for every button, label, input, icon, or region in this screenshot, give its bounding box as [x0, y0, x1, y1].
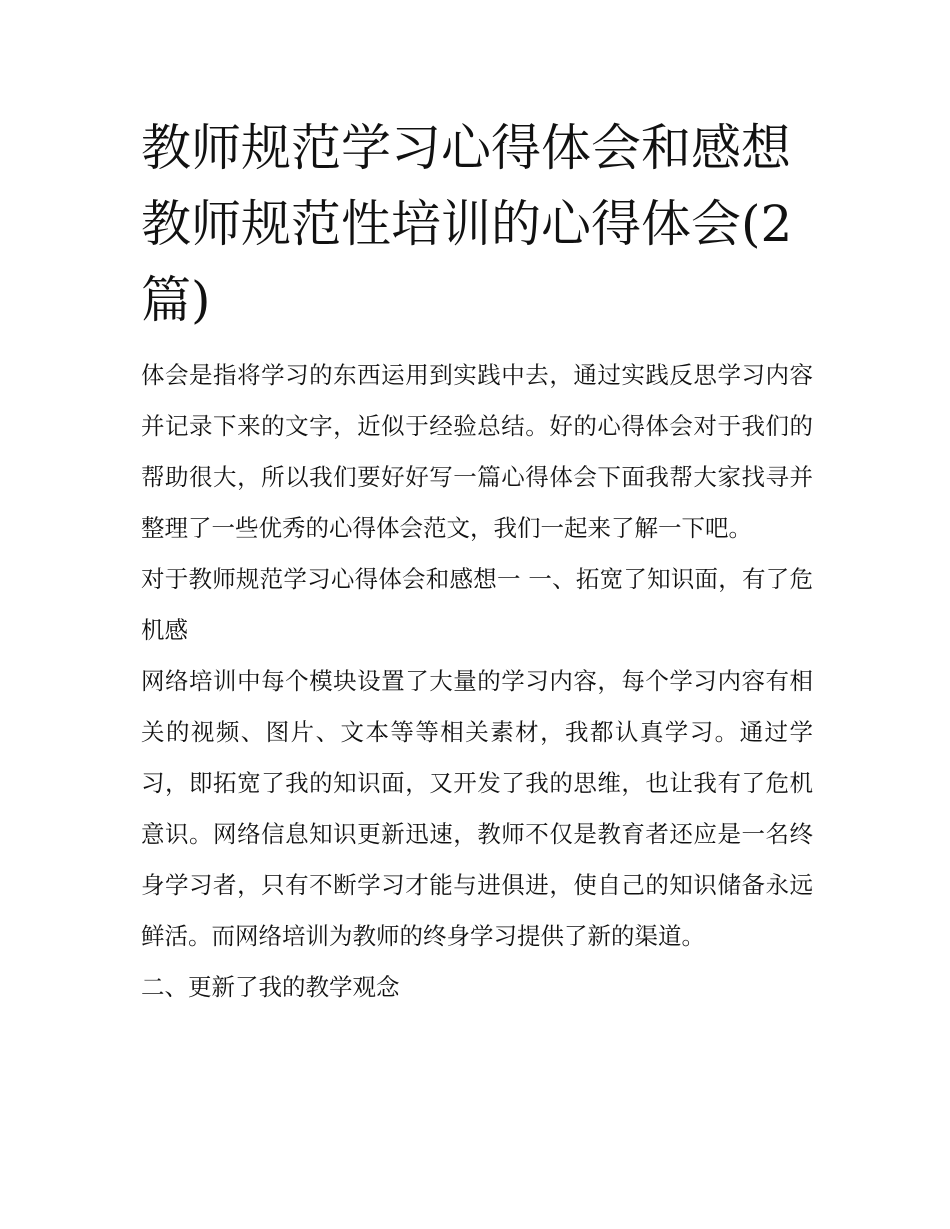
document-page [141, 110, 813, 1013]
section-heading-1: 对于教师规范学习心得体会和感想一 一、拓宽了知识面，有了危机感 [141, 565, 813, 644]
body-paragraph: 网络培训中每个模块设置了大量的学习内容，每个学习内容有相关的视频、图片、文本等等相关素材，我都认真学习。通过学习，即拓宽了我的知识面，又开发了我的思维，也让我有了危机意识。网络信息知识更新迅速，教师不仅是教育者还应是一名终身学习者，只有不断学习才能与进俱进，使自己的知识储备永远鲜活。而网络培训为教师的终身学习提供了新的渠道。 [141, 667, 813, 950]
section-heading-2: 二、更新了我的教学观念 [141, 973, 400, 1001]
document-title: 教师规范学习心得体会和感想教师规范性培训的心得体会(2篇) [141, 119, 793, 329]
intro-paragraph: 体会是指将学习的东西运用到实践中去，通过实践反思学习内容并记录下来的文字，近似于经验总结。好的心得体会对于我们的帮助很大，所以我们要好好写一篇心得体会下面我帮大家找寻并整理了一些优秀的心得体会范文，我们一起来了解一下吧。 [141, 361, 813, 542]
